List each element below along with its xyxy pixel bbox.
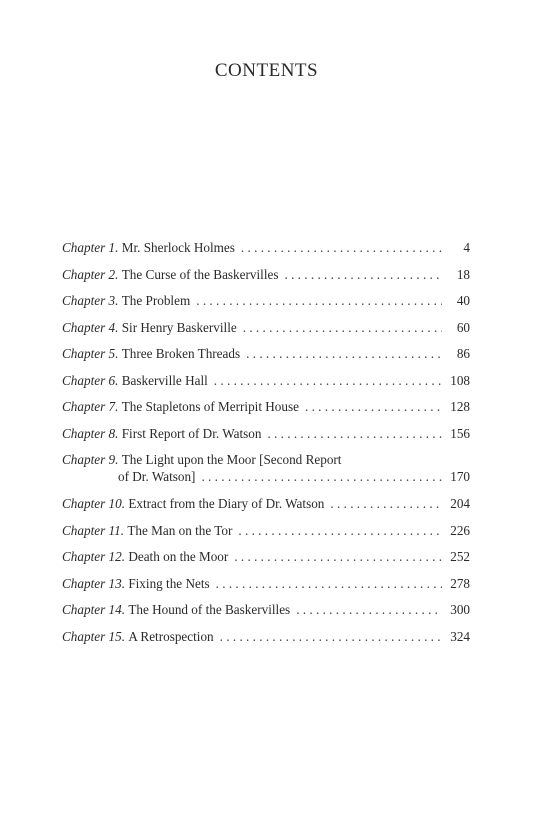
chapter-title: The Light upon the Moor [Second Report bbox=[121, 452, 342, 467]
chapter-title: The Curse of the Baskervilles bbox=[121, 266, 279, 282]
page-number: 252 bbox=[450, 549, 470, 564]
dot-leader bbox=[246, 346, 442, 361]
toc-entry-14[interactable] bbox=[62, 602, 470, 629]
table-of-contents bbox=[62, 240, 470, 655]
chapter-title: Baskerville Hall bbox=[121, 372, 208, 388]
chapter-title: Extract from the Diary of Dr. Watson bbox=[128, 496, 325, 511]
chapter-number: Chapter 4. bbox=[62, 319, 119, 335]
chapter-number: Chapter 12. bbox=[62, 549, 126, 564]
chapter-number: Chapter 11. bbox=[62, 522, 125, 538]
toc-entry-15[interactable] bbox=[62, 629, 470, 656]
dot-leader bbox=[296, 602, 442, 617]
dot-leader bbox=[241, 240, 442, 255]
chapter-title: First Report of Dr. Watson bbox=[121, 425, 262, 441]
page-number: 324 bbox=[450, 628, 470, 644]
page-number: 40 bbox=[456, 293, 470, 308]
toc-entry-7[interactable] bbox=[62, 399, 470, 426]
dot-leader bbox=[267, 426, 442, 441]
chapter-title: Three Broken Threads bbox=[121, 346, 241, 361]
page-number: 86 bbox=[456, 346, 470, 361]
page-number: 4 bbox=[463, 240, 470, 255]
toc-entry-9[interactable] bbox=[62, 452, 470, 496]
toc-entry-1[interactable] bbox=[62, 240, 470, 267]
chapter-title: The Man on the Tor bbox=[127, 522, 233, 538]
chapter-number: Chapter 2. bbox=[62, 266, 119, 282]
page-number: 278 bbox=[450, 575, 470, 591]
chapter-title: A Retrospection bbox=[128, 628, 214, 644]
toc-entry-12[interactable] bbox=[62, 549, 470, 576]
dot-leader bbox=[220, 629, 442, 644]
toc-entry-13[interactable] bbox=[62, 576, 470, 603]
toc-entry-3[interactable] bbox=[62, 293, 470, 320]
chapter-title: The Stapletons of Merripit House bbox=[121, 399, 299, 414]
toc-entry-2[interactable] bbox=[62, 267, 470, 294]
toc-entry-10[interactable] bbox=[62, 496, 470, 523]
dot-leader bbox=[284, 267, 442, 282]
dot-leader bbox=[234, 549, 442, 564]
dot-leader bbox=[330, 496, 442, 511]
page-number: 204 bbox=[450, 496, 470, 511]
chapter-number: Chapter 1. bbox=[62, 240, 119, 255]
chapter-number: Chapter 10. bbox=[62, 496, 126, 511]
toc-entry-4[interactable] bbox=[62, 320, 470, 347]
chapter-title: Sir Henry Baskerville bbox=[121, 319, 237, 335]
chapter-number: Chapter 5. bbox=[62, 346, 119, 361]
page-title: CONTENTS bbox=[214, 60, 319, 81]
chapter-title: Mr. Sherlock Holmes bbox=[121, 240, 235, 255]
toc-entry-8[interactable] bbox=[62, 426, 470, 453]
dot-leader bbox=[196, 293, 442, 308]
dot-leader bbox=[216, 576, 442, 591]
chapter-number: Chapter 8. bbox=[62, 425, 119, 441]
chapter-number: Chapter 15. bbox=[62, 628, 126, 644]
chapter-title-continued: of Dr. Watson] bbox=[118, 469, 196, 484]
page-number: 18 bbox=[456, 266, 470, 282]
chapter-number: Chapter 7. bbox=[62, 399, 119, 414]
page-number: 226 bbox=[450, 522, 470, 538]
chapter-number: Chapter 13. bbox=[62, 575, 126, 591]
toc-entry-11[interactable] bbox=[62, 523, 470, 550]
chapter-number: Chapter 3. bbox=[62, 293, 119, 308]
dot-leader bbox=[201, 469, 442, 484]
page-number: 156 bbox=[450, 425, 470, 441]
page-number: 170 bbox=[450, 469, 470, 484]
dot-leader bbox=[214, 373, 442, 388]
toc-entry-5[interactable] bbox=[62, 346, 470, 373]
chapter-title: Death on the Moor bbox=[128, 549, 229, 564]
page-number: 128 bbox=[450, 399, 470, 414]
chapter-title: Fixing the Nets bbox=[128, 575, 210, 591]
chapter-title: The Hound of the Baskervilles bbox=[128, 602, 291, 617]
chapter-number: Chapter 9. bbox=[62, 452, 119, 467]
chapter-number: Chapter 6. bbox=[62, 372, 119, 388]
page-number: 300 bbox=[450, 602, 470, 617]
page-number: 108 bbox=[450, 372, 470, 388]
dot-leader bbox=[243, 320, 442, 335]
dot-leader bbox=[305, 399, 442, 414]
chapter-number: Chapter 14. bbox=[62, 602, 126, 617]
toc-entry-6[interactable] bbox=[62, 373, 470, 400]
dot-leader bbox=[238, 523, 442, 538]
page-number: 60 bbox=[456, 319, 470, 335]
chapter-title: The Problem bbox=[121, 293, 191, 308]
